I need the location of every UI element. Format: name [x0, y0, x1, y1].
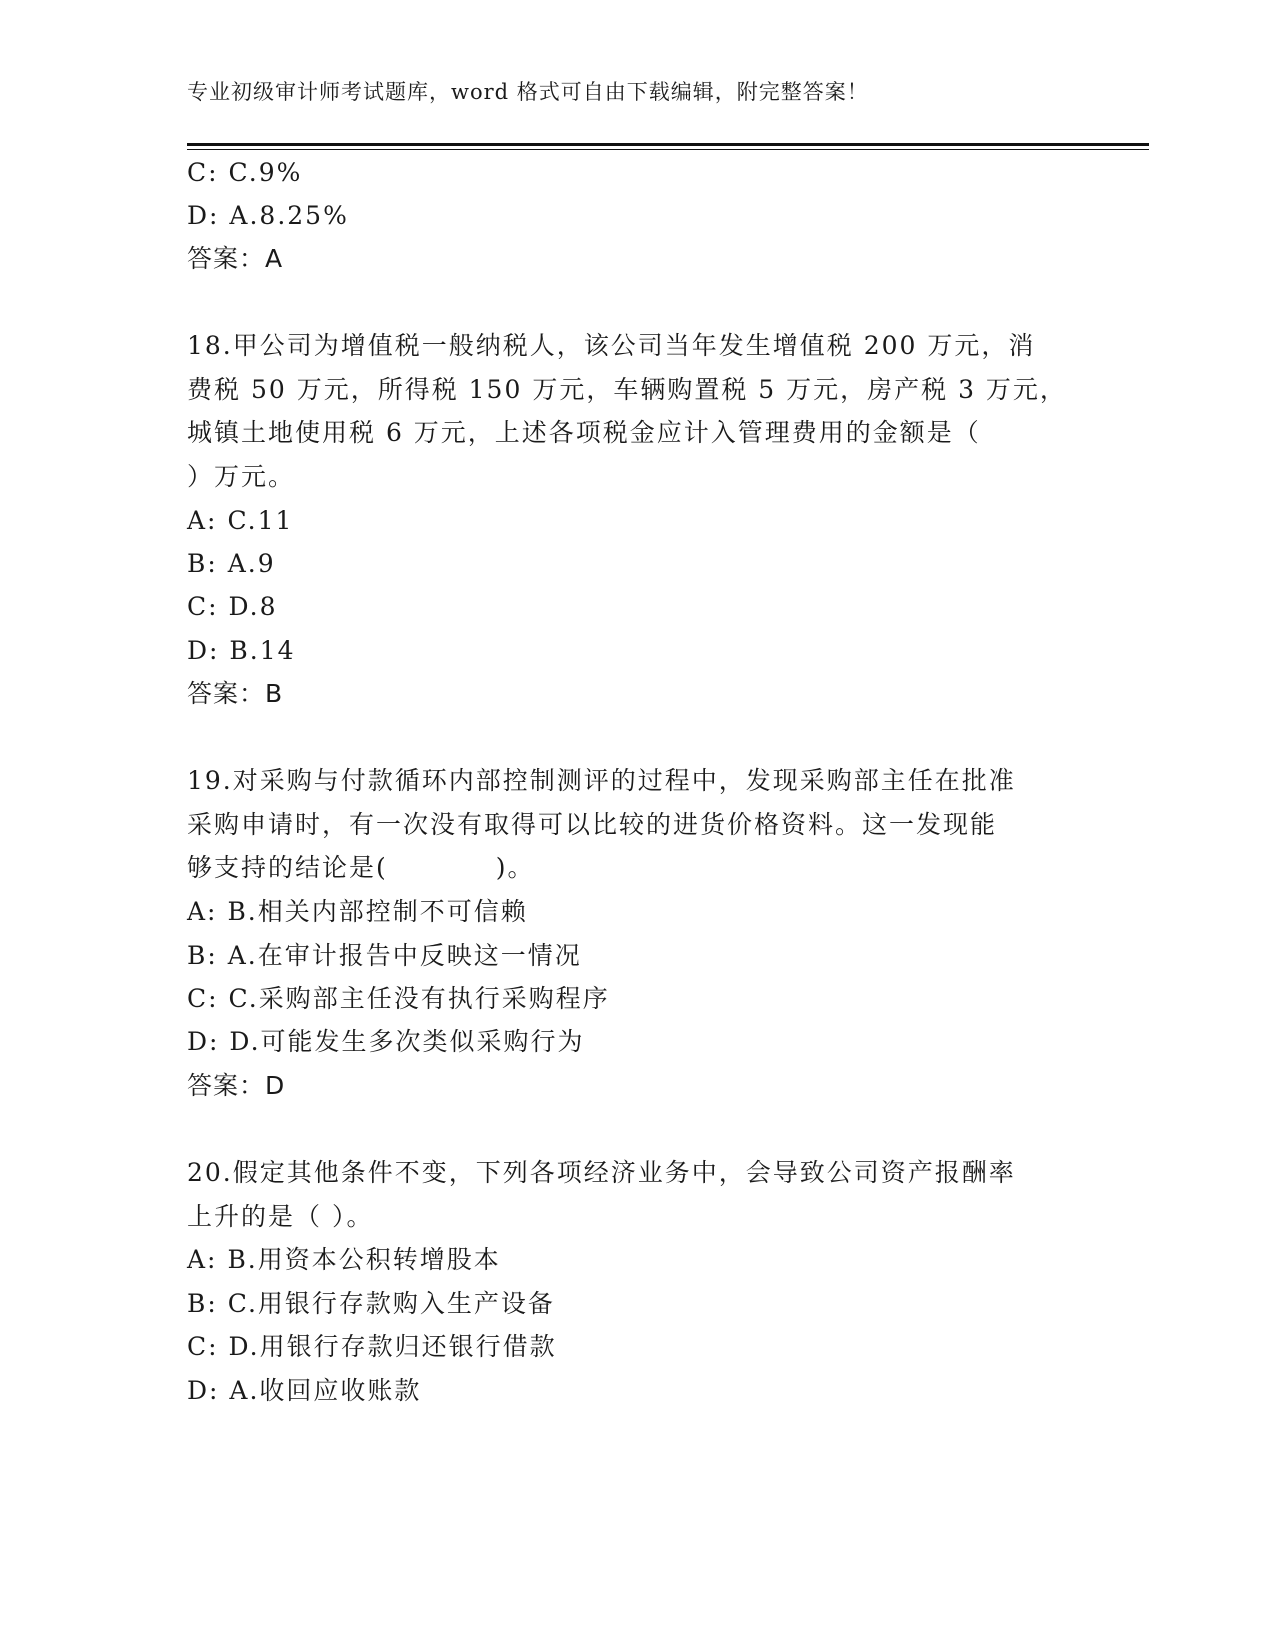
option-label: D: — [187, 1027, 220, 1056]
option-text: C.用银行存款购入生产设备 — [227, 1289, 555, 1318]
q20-option-d — [187, 1376, 421, 1406]
q19-option-a — [187, 897, 528, 927]
option-label: A: — [187, 897, 218, 926]
q18-option-b — [187, 549, 276, 579]
q18-option-d — [187, 636, 296, 666]
q19-line-3: 够支持的结论是( )。 — [187, 853, 535, 882]
q18-answer: 答案：B — [187, 679, 284, 708]
option-text: C.9% — [228, 158, 303, 187]
option-label: D: — [187, 1376, 220, 1405]
q18-line-1: 18.甲公司为增值税一般纳税人，该公司当年发生增值税 200 万元，消 — [187, 331, 1036, 360]
option-text: D.用银行存款归还银行借款 — [228, 1332, 557, 1361]
option-text: C.采购部主任没有执行采购程序 — [228, 984, 610, 1013]
q18-line-3: 城镇土地使用税 6 万元，上述各项税金应计入管理费用的金额是（ — [187, 418, 981, 447]
q19-line-1: 19.对采购与付款循环内部控制测评的过程中，发现采购部主任在批准 — [187, 766, 1016, 795]
q20-option-b — [187, 1289, 555, 1319]
option-text: B.相关内部控制不可信赖 — [227, 897, 528, 926]
q17-answer: 答案：A — [187, 244, 284, 273]
option-text: A.在审计报告中反映这一情况 — [227, 941, 582, 970]
option-text: A.收回应收账款 — [229, 1376, 422, 1405]
page-header: 专业初级审计师考试题库，word 格式可自由下载编辑，附完整答案！ — [187, 80, 869, 104]
q20-option-c — [187, 1332, 557, 1362]
option-label: D: — [187, 636, 220, 665]
option-label: B: — [187, 1289, 218, 1318]
q18-line-2: 费税 50 万元，所得税 150 万元，车辆购置税 5 万元，房产税 3 万元， — [187, 375, 1067, 404]
option-text: C.11 — [227, 506, 294, 535]
option-text: D.8 — [228, 592, 278, 621]
option-text: A.9 — [227, 549, 276, 578]
option-label: A: — [187, 1245, 218, 1274]
q19-option-d — [187, 1027, 585, 1057]
q17-option-d — [187, 201, 349, 231]
option-text: B.14 — [229, 636, 296, 665]
q18-line-4: ）万元。 — [187, 462, 296, 491]
option-label: C: — [187, 592, 219, 621]
option-label: A: — [187, 506, 218, 535]
option-text: B.用资本公积转增股本 — [227, 1245, 501, 1274]
option-text: D.可能发生多次类似采购行为 — [229, 1027, 585, 1056]
q20-option-a — [187, 1245, 501, 1275]
option-label: B: — [187, 941, 218, 970]
header-divider-thin — [187, 149, 1149, 150]
q18-option-a — [187, 506, 293, 536]
option-label: C: — [187, 1332, 219, 1361]
q19-option-b — [187, 941, 582, 971]
header-divider — [187, 143, 1149, 146]
q20-line-2: 上升的是（ ）。 — [187, 1202, 374, 1231]
q18-option-c — [187, 592, 278, 622]
q17-option-c — [187, 158, 302, 188]
option-label: B: — [187, 549, 218, 578]
option-text: A.8.25% — [229, 201, 349, 230]
q20-line-1: 20.假定其他条件不变，下列各项经济业务中，会导致公司资产报酬率 — [187, 1158, 1016, 1187]
q19-line-2: 采购申请时，有一次没有取得可以比较的进货价格资料。这一发现能 — [187, 810, 998, 839]
q19-option-c — [187, 984, 610, 1014]
option-label: C: — [187, 158, 219, 187]
q19-answer: 答案：D — [187, 1071, 286, 1100]
option-label: D: — [187, 201, 220, 230]
option-label: C: — [187, 984, 219, 1013]
